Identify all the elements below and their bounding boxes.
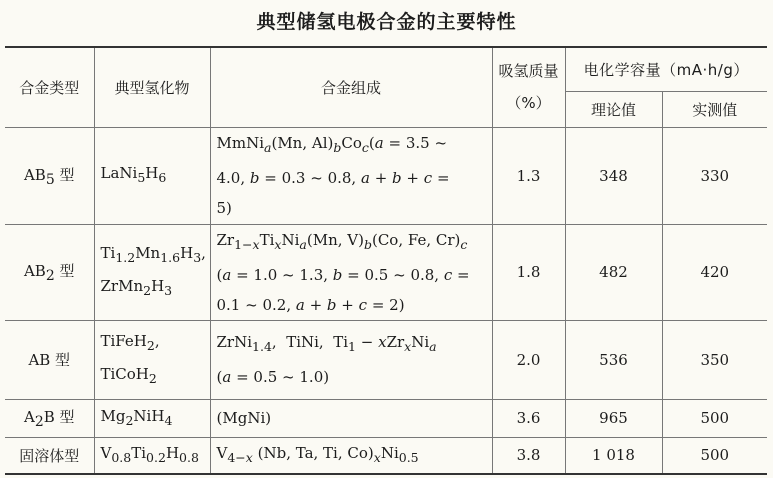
table-row <box>5 399 767 437</box>
table-row <box>5 127 767 224</box>
alloy-type-cell: AB 型 <box>5 320 94 399</box>
composition-cell: MmNi$_a$(Mn, $Al)_bCo_c(a = 3.5$ ~ 4.0, b = 0.3 ~ 0.8, a + b + c = 5) <box>210 127 492 224</box>
table-row <box>5 437 767 474</box>
measured-cell: 350 <box>662 320 767 399</box>
hydride-cell: TiFeH$_2$, TiCoH$_2$ <box>94 320 210 399</box>
h-mass-cell: 1.8 <box>492 224 565 320</box>
header-composition: 合金组成 <box>210 47 492 127</box>
theory-cell: 482 <box>565 224 662 320</box>
alloy-type-cell: 固溶体型 <box>5 437 94 474</box>
theory-cell: 965 <box>565 399 662 437</box>
composition-cell: (MgNi) <box>210 399 492 437</box>
measured-cell: 500 <box>662 399 767 437</box>
theory-cell: 536 <box>565 320 662 399</box>
header-theory: 理论值 <box>565 91 662 127</box>
alloy-type-cell: $AB_5$ 型 <box>5 127 94 224</box>
hydride-cell: $V_{0.8}Ti_{0.2}H_{0.8}$ <box>94 437 210 474</box>
header-hydride: 典型氢化物 <box>94 47 210 127</box>
header-measured: 实测值 <box>662 91 767 127</box>
h-mass-cell: 3.8 <box>492 437 565 474</box>
header-h-mass: 吸氢质量（%） <box>492 47 565 127</box>
alloy-type-cell: $AB_2$ 型 <box>5 224 94 320</box>
h-mass-cell: 1.3 <box>492 127 565 224</box>
theory-cell: 1 018 <box>565 437 662 474</box>
table-row <box>5 320 767 399</box>
alloy-type-cell: $A_2B$ 型 <box>5 399 94 437</box>
measured-cell: 500 <box>662 437 767 474</box>
alloy-properties-table <box>5 46 767 475</box>
composition-cell: ZrNi$_{1.4}$, TiNi, $Ti_1 - xZr_xNi_a$ (a = 0.5 ~ 1.0) <box>210 320 492 399</box>
header-elec-capacity: 电化学容量（mA·h/g） <box>565 47 767 91</box>
table-title: 典型储氢电极合金的主要特性 <box>256 11 517 33</box>
measured-cell: 330 <box>662 127 767 224</box>
composition-cell: $Zr_{1-x}Ti_xNi_a(Mn$, $V)_b(Co$, Fe, $Cr)_c$ (a = 1.0 ~ 1.3, b = 0.5 ~ 0.8, c = 0.1 ~ 0.2, a + b + c = 2) <box>210 224 492 320</box>
hydride-cell: $Mg_2NiH_4$ <box>94 399 210 437</box>
theory-cell: 348 <box>565 127 662 224</box>
h-mass-cell: 2.0 <box>492 320 565 399</box>
hydride-cell: $Ti_{1.2}Mn_{1.6}H_3$, $ZrMn_2H_3$ <box>94 224 210 320</box>
hydride-cell: $LaNi_5H_6$ <box>94 127 210 224</box>
h-mass-cell: 3.6 <box>492 399 565 437</box>
header-alloy-type: 合金类型 <box>5 47 94 127</box>
table-row <box>5 224 767 320</box>
composition-cell: $V_{4-x}$ (Nb, Ta, Ti, $Co)_xNi_{0.5}$ <box>210 437 492 474</box>
measured-cell: 420 <box>662 224 767 320</box>
